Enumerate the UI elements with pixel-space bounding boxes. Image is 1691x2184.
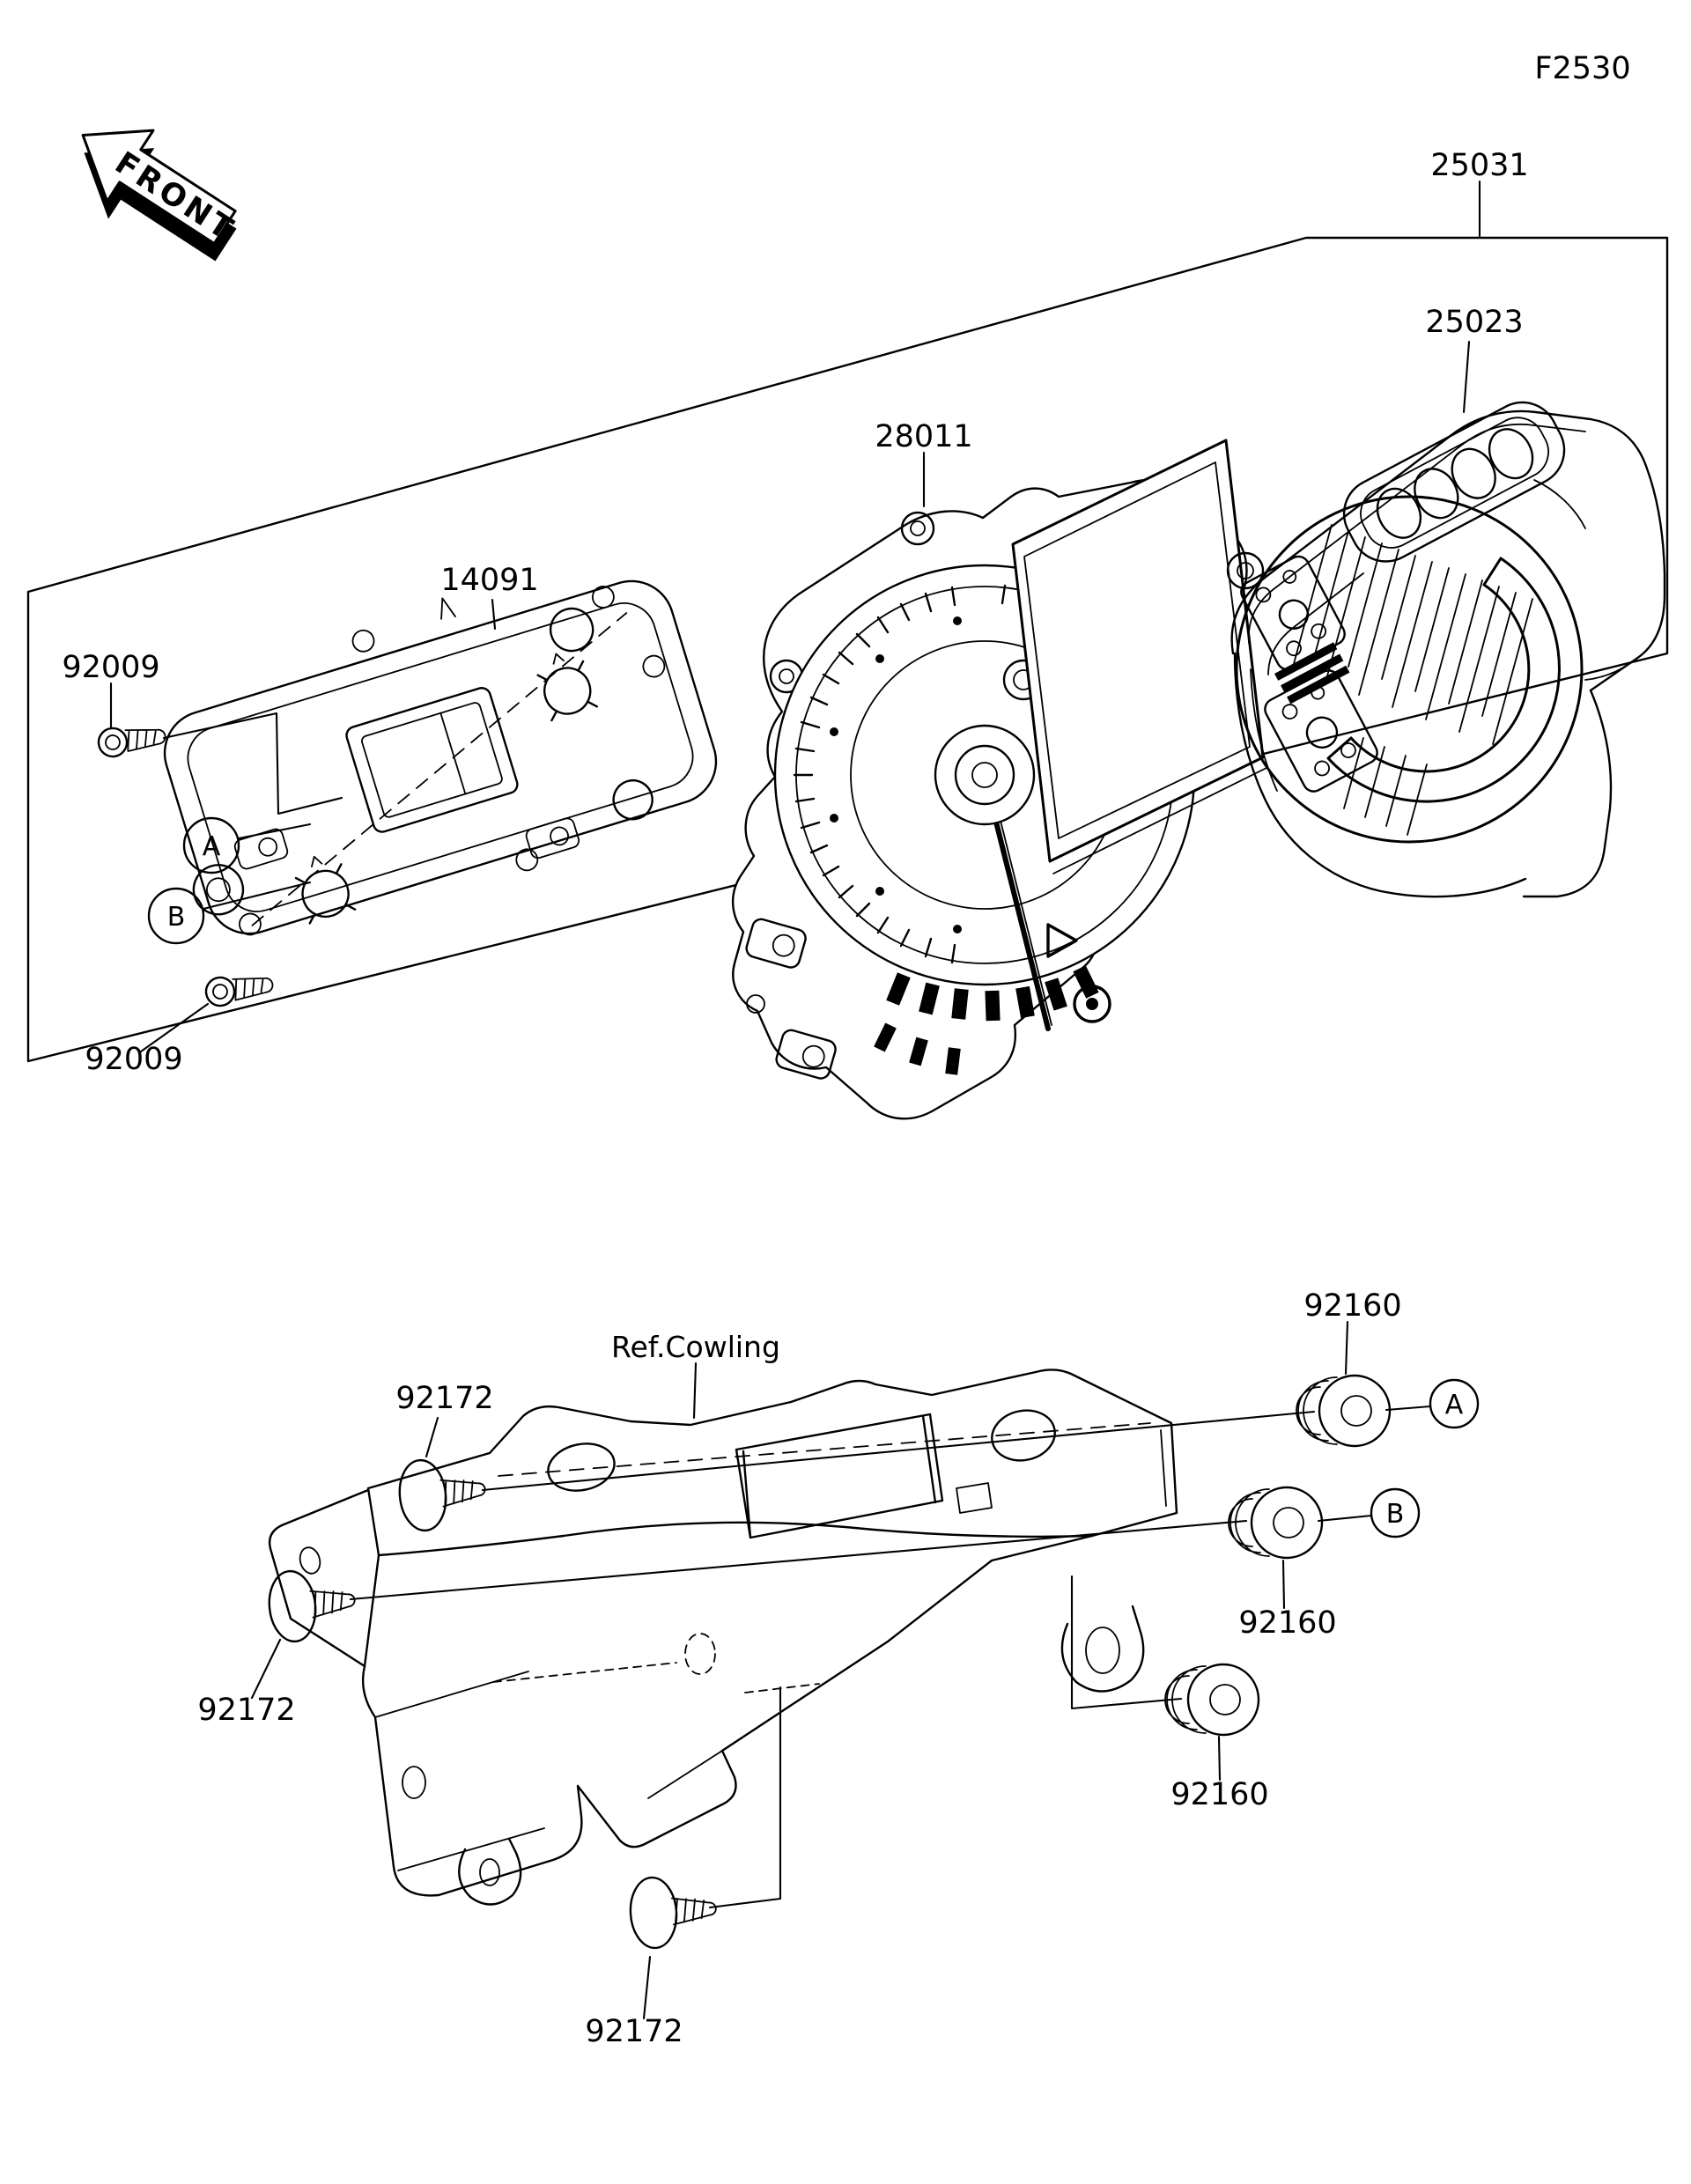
label-92160-1: 92160	[1303, 1288, 1402, 1324]
leader-92160-2	[1283, 1561, 1284, 1608]
front-label: FRONT	[108, 145, 242, 249]
leader-92160-3	[1219, 1737, 1220, 1780]
label-92172-2: 92172	[197, 1693, 296, 1728]
screw-92009-1	[97, 722, 166, 758]
front-arrow-icon	[52, 100, 256, 280]
leader-92160-1	[1346, 1322, 1348, 1374]
label-ref-cowling: Ref.Cowling	[611, 1330, 780, 1364]
svg-text:A: A	[1444, 1390, 1464, 1420]
label-25031: 25031	[1430, 148, 1529, 183]
marker-damper-b	[1318, 1489, 1419, 1537]
label-25023: 25023	[1425, 305, 1524, 340]
marker-case-a	[184, 818, 310, 873]
leader-92172-3	[644, 1957, 650, 2018]
screw-92172-1	[396, 1454, 489, 1533]
figure-code: F2530	[1534, 51, 1631, 86]
label-92009-1: 92009	[62, 650, 160, 685]
label-92160-3: 92160	[1170, 1777, 1269, 1812]
leader-92172-1	[426, 1418, 438, 1457]
line-screw2-to-damper-b	[351, 1521, 1246, 1599]
leader-92009-1-to-case	[164, 713, 342, 814]
label-92172-3: 92172	[585, 2014, 683, 2049]
marker-damper-a	[1386, 1380, 1478, 1428]
damper-92160-1	[1296, 1376, 1390, 1446]
leader-92172-2	[252, 1640, 280, 1698]
meter-cover-25023	[1232, 305, 1665, 896]
leader-ref-cowling	[694, 1363, 696, 1418]
svg-text:A: A	[202, 831, 221, 862]
label-92009-2: 92009	[85, 1042, 183, 1077]
meter-unit-28011	[733, 419, 1266, 1118]
svg-text:B: B	[1385, 1499, 1405, 1530]
label-92172-1: 92172	[395, 1381, 494, 1416]
label-14091: 14091	[440, 563, 539, 598]
svg-text:B: B	[166, 902, 186, 933]
label-28011: 28011	[875, 419, 973, 454]
meter-case-14091	[132, 535, 735, 976]
screw-92172-3	[628, 1873, 718, 1950]
leader-25023	[1464, 342, 1469, 412]
leader-14091	[492, 600, 495, 629]
label-92160-2: 92160	[1238, 1605, 1337, 1641]
damper-92160-2	[1229, 1487, 1322, 1558]
